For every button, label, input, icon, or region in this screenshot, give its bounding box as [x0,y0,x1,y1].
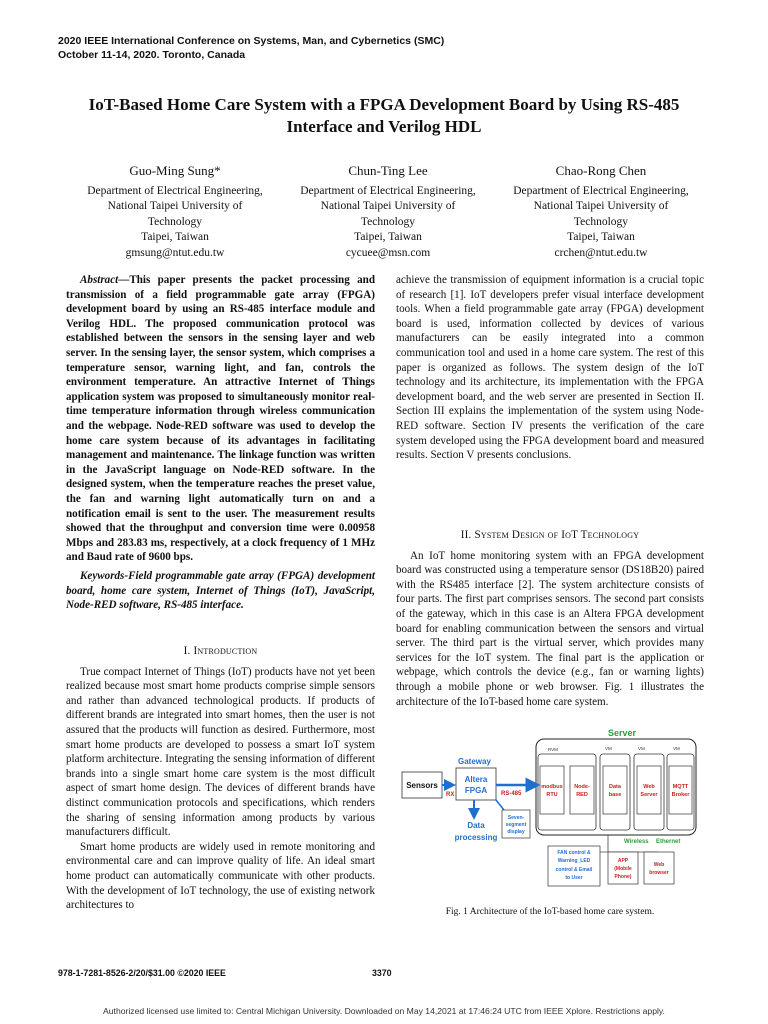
conference-name: 2020 IEEE International Conference on Systems, Man, and Cybernetics (SMC) [58,35,445,47]
web-browser-label: browser [649,870,669,876]
author-location: Taipei, Taiwan [141,231,209,243]
author-email: gmsung@ntut.edu.tw [125,246,225,259]
abstract [66,273,375,565]
fan-control-label: to User [565,875,583,881]
author-univ: Technology [360,215,416,228]
section-introduction [66,644,375,913]
author-dept: Department of Electrical Engineering, [87,184,263,197]
author-email: cycuee@msn.com [345,246,431,259]
section-heading: II. System Design of IoT Technology [460,529,640,541]
app-label: Phone) [614,874,632,880]
fan-control-label: Warning_LED [557,858,591,864]
author-dept: Department of Electrical Engineering, [513,184,689,197]
data-processing-label: Data [467,821,485,830]
web-browser-label: Web [653,862,665,868]
fpga-label: FPGA [464,786,488,795]
database-label: Data [609,784,621,790]
vm-label: VM [673,746,680,751]
author-univ: Technology [147,215,203,228]
author-univ: Technology [573,215,629,228]
author-block-3 [486,163,716,261]
abstract-label: Abstract [80,274,119,286]
seven-segment-label: Seven- [507,815,525,821]
ethernet-label: Ethernet [656,839,681,845]
license-notice: Authorized licensed use limited to: Central Michigan University. Downloaded on May 14,2021 at 17:46:24 UTC from IEEE Xplore. Restrictions apply. [103,1006,665,1016]
vm-label: VM [605,746,612,751]
node-red-label: Node- [574,784,590,790]
fpga-label: Altera [464,775,488,784]
app-label: (Mobile [614,866,632,872]
app-label: APP [617,858,629,864]
author-name: Chao-Rong Chen [555,163,647,178]
isbn-footer: 978-1-7281-8526-2/20/$31.00 ©2020 IEEE [58,968,226,978]
conference-header [58,34,444,62]
architecture-figure [398,724,704,894]
paragraph: True compact Internet of Things (IoT) products have not yet been realized because most smart home products comprise simple sensors and rather than advanced technological products. If products of different brands are integrated into smart homes, then the user is not assured that the products will function as desired. Furthermore, most smart home products are developed to possess a smart IoT system platform architecture. Integrating the sensing information of different brands into a single smart home care system is the most difficult aspect of smart home design. The devices of different brands have distinct communication protocols and specifications, which renders the sharing of sensing information among products by various manufacturers difficult. [66,665,375,839]
fpga-box [456,768,496,800]
web-server-label: Server [640,792,658,798]
paper-title [40,94,728,138]
paragraph: achieve the transmission of equipment information is a crucial topic of research [1]. IoT developers prefer visual interface development tools. When a field programmable gate array (FPGA) development board is used, information collected by devices of various manufacturers can be easily integrated into a common communication tool and used in a home care system. The rest of this paper is organized as follows. The system design of the IoT technology and its architecture, its implementation with the FPGA development board, and the web server are presented in Section II. Section III explains the implementation of the system using Node-RED software. Section IV presents the verification of the care system developed using the FPGA development board and measured results. Section V presents conclusions. [396,274,704,462]
mqtt-label: Broker [671,792,690,798]
display-arrow [496,800,504,810]
author-name: Guo-Ming Sung* [129,163,221,178]
database-label: base [608,792,622,798]
gateway-label: Gateway [458,757,491,766]
conference-date: October 11-14, 2020. Toronto, Canada [58,49,246,61]
mqtt-box [669,766,692,814]
author-name: Chun-Ting Lee [348,163,428,178]
wireless-label: Wireless [624,839,649,845]
author-location: Taipei, Taiwan [354,231,422,243]
section-system-design [396,528,704,709]
keywords: Keywords-Field programmable gate array (FPGA) development board, home care system, Internet of Things (IoT), JavaScript, Node-RED software, RS-485 interface. [66,570,375,612]
author-email: crchen@ntut.edu.tw [554,246,648,259]
node-red-label: RED [576,792,588,798]
modbus-label: modbus [541,784,563,790]
section-heading: I. Introduction [183,645,258,657]
paragraph: An IoT home monitoring system with an FPGA development board was constructed using a temperature sensor (DS18B20) paired with the RS485 interface [2]. The system architecture consists of four parts. The first part comprises sensors. The second part consists of the gateway, which in this case is an Altera FPGA development board for enabling communication between the sensors and virtual server. The third part is the virtual server, which provides many services for the IoT system. The final part is the application or webpage, which controls the device (e.g., fan or warning lights) through a mobile phone or web browser. Fig. 1 illustrates the architecture of the IoT-based home care system. [396,549,704,708]
web-browser-box [644,852,674,884]
author-univ: National Taipei University of [320,200,456,212]
web-server-box [637,766,661,814]
seven-segment-label: display [507,829,525,835]
mqtt-label: MQTT [672,784,689,790]
author-location: Taipei, Taiwan [567,231,635,243]
data-processing-label: processing [454,833,498,842]
rs485-label: RS-485 [501,791,522,797]
page-number: 3370 [372,968,392,978]
rvm-label: RVM [548,747,558,752]
fan-control-label: control & Email [555,867,593,873]
abstract-text: —This paper presents the packet processing and transmission of a field programmable gate array (FPGA) development board by using an RS-485 interface module and Verilog HDL. The proposed communication protocol was established between the sensors in the sensing layer and web server. In the sensing layer, the sensor system, which comprises a temperature sensor, warning light, and fan, controls the environment temperature. An attractive Internet of Things application system was proposed to simultaneously monitor real-time temperature information through wireless communication and the webpage. Node-RED software was used to develop the home care system because of its advantages in facilitating management and maintenance. The linkage function was written in the JavaScript language on Node-RED software. In the designed system, when the temperature reaches the preset value, the fan and warning light automatically turn on and a notification email is sent to the user. The measurement results showed that the throughput and conversion time were 0.00958 Mbps and 283.83 ms, respectively, at a clock frequency of 1 MHz and Baud rate of 9600 bps. [66,274,375,564]
web-server-label: Web [643,784,655,790]
database-box [603,766,627,814]
modbus-label: RTU [546,792,558,798]
figure-caption: Fig. 1 Architecture of the IoT-based home care system. [445,907,655,917]
node-red-box [570,766,594,814]
fan-control-label: FAN control & [557,850,591,856]
seven-segment-label: segment [505,822,527,828]
author-dept: Department of Electrical Engineering, [300,184,476,197]
paragraph: Smart home products are widely used in remote monitoring and environmental care and can improve quality of life. An ideal smart home product can automatically communicate with other products. With the development of IoT technology, the use of existing network architectures to [66,840,375,912]
title-line-1: IoT-Based Home Care System with a FPGA Development Board by Using RS-485 [88,95,680,114]
author-univ: National Taipei University of [107,200,243,212]
author-univ: National Taipei University of [533,200,669,212]
vm-label: VM [638,746,645,751]
server-label: Server [608,728,637,738]
right-column-text [396,273,704,463]
author-block-1 [60,163,290,261]
author-block-2 [273,163,503,261]
rx-label: RX [446,792,455,798]
title-line-2: Interface and Verilog HDL [286,117,482,136]
modbus-box [540,766,564,814]
sensors-label: Sensors [406,781,438,790]
